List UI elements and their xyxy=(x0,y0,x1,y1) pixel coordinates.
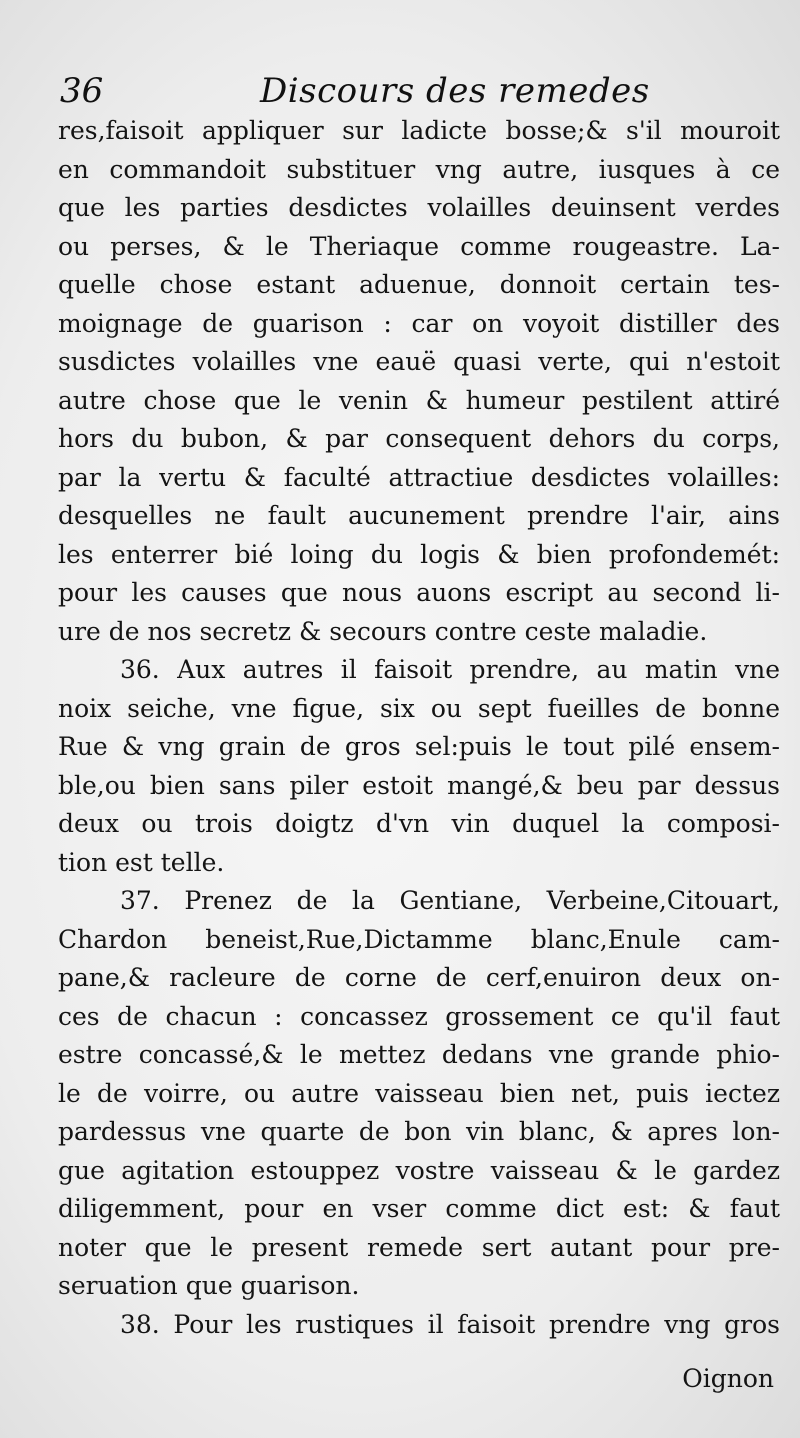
catchword: Oignon xyxy=(682,1364,774,1393)
text-line: ou perses, & le Theriaque comme rougeastre. La- xyxy=(58,231,780,261)
text-line: autre chose que le venin & humeur pestilent attiré xyxy=(58,385,780,415)
text-line: le de voirre, ou autre vaisseau bien net, puis iectez xyxy=(58,1078,780,1108)
paragraph-36-start: 36. Aux autres il faisoit prendre, au matin vne xyxy=(120,655,780,684)
text-line: Rue & vng grain de gros sel:puis le tout pilé ensem- xyxy=(58,732,780,761)
text-line: noter que le present remede sert autant pour pre- xyxy=(58,1232,780,1262)
text-line: quelle chose estant aduenue, donnoit certain tes- xyxy=(58,270,780,299)
text-line: ble,ou bien sans piler estoit mangé,& beu par dessus xyxy=(58,770,780,800)
body-text xyxy=(58,112,780,1344)
text-line: estre concassé,& le mettez dedans vne grande phio- xyxy=(58,1040,780,1069)
text-line: deux ou trois doigtz d'vn vin duquel la composi- xyxy=(58,809,780,838)
text-line: tion est telle. xyxy=(58,847,225,877)
text-line: que les parties desdictes volailles deuinsent verdes xyxy=(58,193,780,222)
page-number: 36 xyxy=(60,71,104,111)
text-line: ure de nos secretz & secours contre ceste maladie. xyxy=(58,616,708,646)
text-line: Chardon beneist,Rue,Dictamme blanc,Enule cam- xyxy=(58,924,780,954)
paragraph-37-start: 37. Prenez de la Gentiane, Verbeine,Citouart, xyxy=(120,886,780,915)
running-title: Discours des remedes xyxy=(260,71,650,111)
text-line: desquelles ne fault aucunement prendre l'air, ains xyxy=(58,501,780,530)
text-line: noix seiche, vne figue, six ou sept fueilles de bonne xyxy=(58,693,780,723)
text-line: pardessus vne quarte de bon vin blanc, & apres lon- xyxy=(58,1117,780,1146)
text-line: par la vertu & faculté attractiue desdictes volailles: xyxy=(58,462,780,492)
text-line: ces de chacun : concassez grossement ce qu'il faut xyxy=(58,1001,780,1031)
text-line: pour les causes que nous auons escript au second li- xyxy=(58,578,780,607)
page-header xyxy=(60,68,760,114)
text-line: en commandoit substituer vng autre, iusques à ce xyxy=(58,154,780,184)
text-line: les enterrer bié loing du logis & bien profondemét: xyxy=(58,539,780,569)
text-line: res,faisoit appliquer sur ladicte bosse;& s'il mouroit xyxy=(58,116,780,145)
text-line: susdictes volailles vne eauë quasi verte, qui n'estoit xyxy=(58,347,780,376)
text-line: moignage de guarison : car on voyoit distiller des xyxy=(58,308,780,338)
paragraph-38-start: 38. Pour les rustiques il faisoit prendre vng gros xyxy=(120,1309,780,1339)
text-line: pane,& racleure de corne de cerf,enuiron deux on- xyxy=(58,963,780,992)
text-line: seruation que guarison. xyxy=(58,1271,360,1300)
text-line: gue agitation estouppez vostre vaisseau & le gardez xyxy=(58,1155,780,1185)
text-line: hors du bubon, & par consequent dehors du corps, xyxy=(58,424,780,453)
text-line: diligemment, pour en vser comme dict est: & faut xyxy=(58,1194,780,1223)
